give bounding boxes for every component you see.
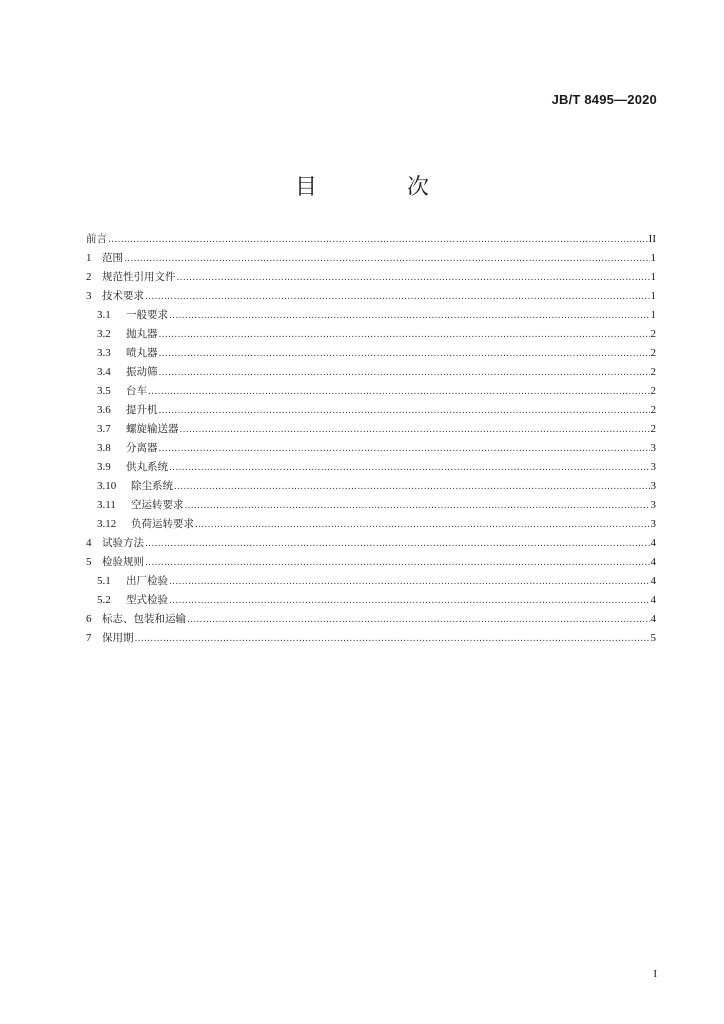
toc-entry-page: 3 (650, 442, 656, 454)
toc-entry-page: 2 (650, 366, 656, 378)
toc-entry-label: 负荷运转要求 (131, 518, 194, 530)
toc-dot-leader (159, 440, 650, 459)
toc-entry-page: 3 (650, 518, 656, 530)
toc-dot-leader (145, 535, 650, 554)
toc-dot-leader (108, 231, 648, 250)
toc-dot-leader (177, 269, 650, 288)
table-of-contents (86, 230, 656, 648)
toc-entry-number: 3.3 (97, 347, 111, 359)
toc-entry-label: 保用期 (102, 632, 134, 644)
toc-entry-number: 3.10 (97, 480, 117, 492)
page-title: 目 次 (294, 175, 463, 200)
toc-entry (86, 553, 656, 572)
toc-entry-page: 2 (650, 328, 656, 340)
toc-entry (86, 420, 656, 439)
toc-entry-page: 5 (650, 632, 656, 644)
toc-entry-label: 标志、包装和运输 (102, 613, 186, 625)
toc-entry (86, 477, 656, 496)
toc-entry (86, 496, 656, 515)
toc-dot-leader (159, 402, 650, 421)
toc-entry-page: 1 (650, 290, 656, 302)
toc-entry-page: 1 (650, 309, 656, 321)
toc-entry-label: 一般要求 (126, 309, 168, 321)
toc-entry (86, 458, 656, 477)
toc-dot-leader (145, 554, 650, 573)
toc-entry (86, 287, 656, 306)
toc-entry-number: 3.6 (97, 404, 111, 416)
toc-entry-label: 抛丸器 (126, 328, 158, 340)
toc-entry-label: 分离器 (126, 442, 158, 454)
toc-entry-number: 3.2 (97, 328, 111, 340)
toc-entry (86, 325, 656, 344)
toc-dot-leader (195, 516, 650, 535)
toc-entry-label: 型式检验 (126, 594, 168, 606)
toc-entry-number: 7 (86, 632, 92, 644)
toc-dot-leader (169, 573, 650, 592)
toc-dot-leader (159, 345, 650, 364)
toc-entry-page: 4 (650, 575, 656, 587)
toc-entry-number: 3.4 (97, 366, 111, 378)
toc-entry (86, 344, 656, 363)
toc-entry-page: 3 (650, 461, 656, 473)
toc-entry-number: 6 (86, 613, 92, 625)
toc-dot-leader (169, 459, 650, 478)
toc-entry-label: 前言 (86, 233, 107, 245)
toc-entry (86, 572, 656, 591)
toc-entry-number: 3.5 (97, 385, 111, 397)
toc-entry-page: 3 (650, 480, 656, 492)
toc-entry-page: 3 (650, 499, 656, 511)
toc-entry-label: 除尘系统 (131, 480, 173, 492)
toc-entry (86, 515, 656, 534)
toc-entry-label: 台车 (126, 385, 147, 397)
toc-entry-label: 空运转要求 (131, 499, 184, 511)
toc-entry-number: 3.9 (97, 461, 111, 473)
toc-entry-page: 2 (650, 347, 656, 359)
toc-dot-leader (169, 307, 650, 326)
toc-dot-leader (159, 364, 650, 383)
toc-entry-number: 4 (86, 537, 92, 549)
toc-entry-number: 3 (86, 290, 92, 302)
toc-entry-label: 规范性引用文件 (102, 271, 176, 283)
toc-entry-label: 出厂检验 (126, 575, 168, 587)
toc-entry-page: II (648, 233, 656, 245)
toc-entry (86, 382, 656, 401)
toc-entry-label: 供丸系统 (126, 461, 168, 473)
toc-entry-page: 2 (650, 423, 656, 435)
toc-dot-leader (124, 250, 650, 269)
toc-entry-label: 试验方法 (102, 537, 144, 549)
toc-entry-page: 2 (650, 385, 656, 397)
toc-entry (86, 629, 656, 648)
toc-entry-page: 2 (650, 404, 656, 416)
toc-entry (86, 439, 656, 458)
toc-entry (86, 230, 656, 249)
toc-dot-leader (169, 592, 650, 611)
toc-entry (86, 534, 656, 553)
toc-entry-label: 振动筛 (126, 366, 158, 378)
toc-entry-number: 2 (86, 271, 92, 283)
toc-entry-number: 5 (86, 556, 92, 568)
toc-dot-leader (135, 630, 650, 649)
toc-entry (86, 401, 656, 420)
toc-entry-label: 提升机 (126, 404, 158, 416)
toc-entry-page: 4 (650, 537, 656, 549)
toc-entry-label: 检验规则 (102, 556, 144, 568)
toc-entry (86, 249, 656, 268)
toc-dot-leader (159, 326, 650, 345)
toc-entry-number: 3.7 (97, 423, 111, 435)
toc-entry-label: 技术要求 (102, 290, 144, 302)
toc-entry-number: 3.11 (97, 499, 116, 511)
toc-dot-leader (180, 421, 650, 440)
toc-entry-number: 5.1 (97, 575, 111, 587)
toc-entry (86, 306, 656, 325)
toc-entry-page: 4 (650, 594, 656, 606)
toc-entry (86, 363, 656, 382)
toc-entry-number: 3.12 (97, 518, 117, 530)
toc-entry-number: 3.1 (97, 309, 111, 321)
page-number: I (653, 968, 657, 980)
toc-entry-page: 4 (650, 613, 656, 625)
toc-dot-leader (145, 288, 650, 307)
toc-entry (86, 268, 656, 287)
toc-entry-number: 3.8 (97, 442, 111, 454)
toc-entry-page: 4 (650, 556, 656, 568)
toc-entry-label: 喷丸器 (126, 347, 158, 359)
toc-dot-leader (148, 383, 650, 402)
toc-dot-leader (185, 497, 650, 516)
toc-entry-number: 1 (86, 252, 92, 264)
toc-entry-label: 螺旋输送器 (126, 423, 179, 435)
toc-entry-page: 1 (650, 252, 656, 264)
toc-dot-leader (174, 478, 650, 497)
toc-entry-number: 5.2 (97, 594, 111, 606)
toc-entry (86, 591, 656, 610)
toc-entry (86, 610, 656, 629)
toc-entry-page: 1 (650, 271, 656, 283)
standard-code: JB/T 8495—2020 (551, 92, 657, 107)
toc-entry-label: 范围 (102, 252, 123, 264)
toc-dot-leader (187, 611, 650, 630)
